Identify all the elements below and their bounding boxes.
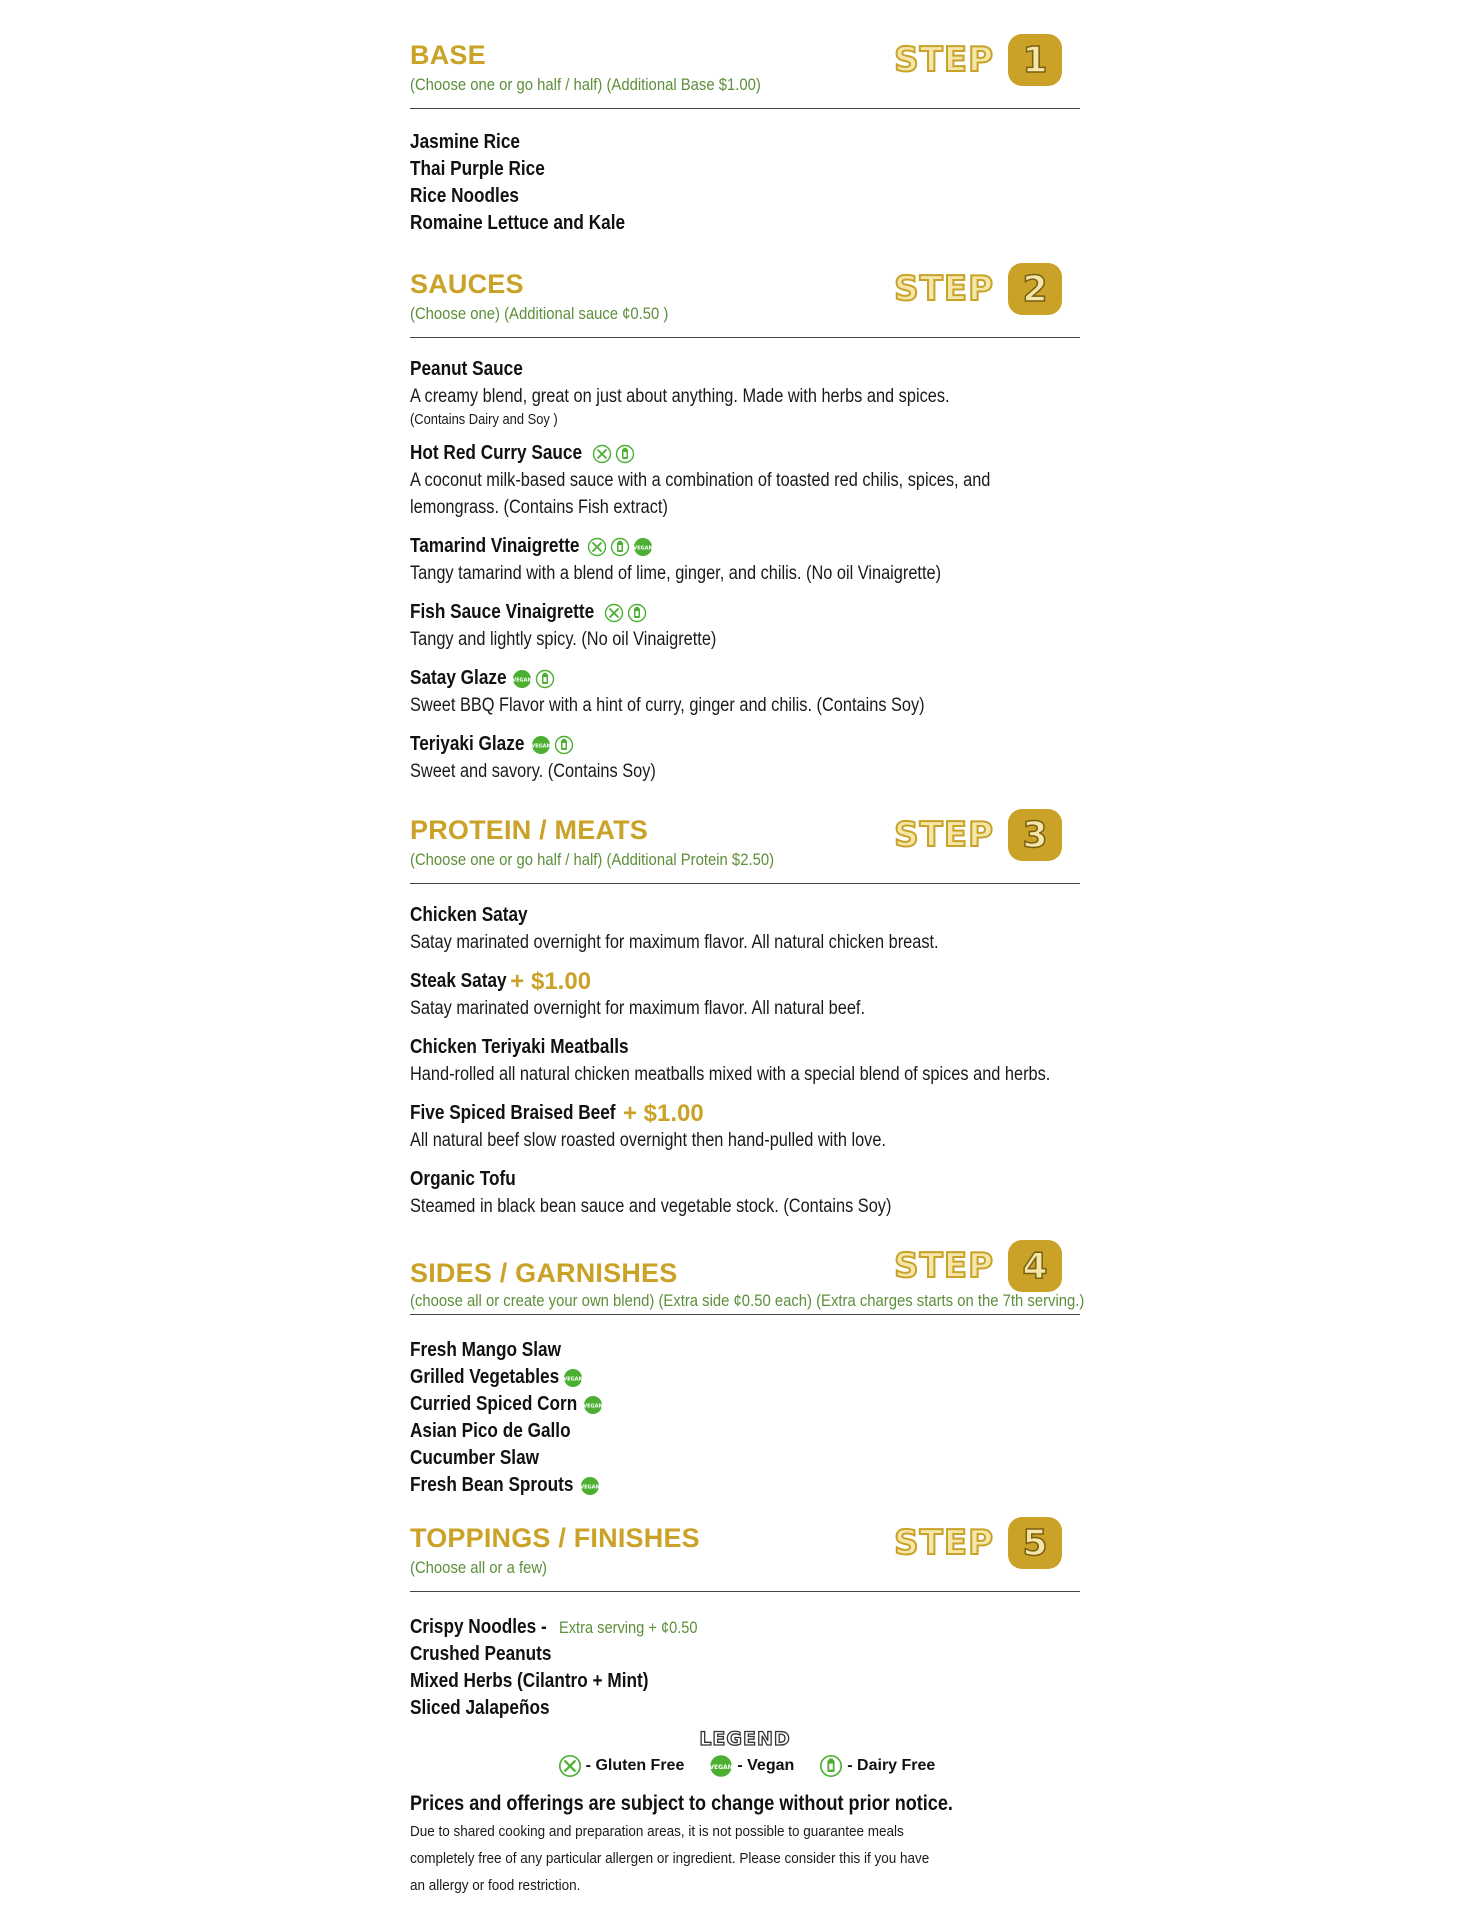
dairy-free-icon bbox=[627, 603, 647, 623]
list-item bbox=[410, 1668, 1080, 1695]
vegan-icon bbox=[512, 669, 532, 689]
protein-list bbox=[410, 884, 1080, 1220]
vegan-icon bbox=[563, 1368, 583, 1388]
item-name: Mixed Herbs (Cilantro + Mint) bbox=[410, 1670, 649, 1692]
step-number: 3 bbox=[1008, 809, 1062, 861]
list-item bbox=[410, 968, 1080, 1022]
step-number: 2 bbox=[1008, 263, 1062, 315]
list-item bbox=[410, 1418, 1080, 1445]
step-badge bbox=[894, 1517, 1062, 1569]
item-name: Chicken Satay bbox=[410, 904, 528, 926]
section-title: SIDES / GARNISHES bbox=[410, 1258, 678, 1288]
list-item bbox=[410, 731, 1080, 785]
item-description: Satay marinated overnight for maximum flavor. All natural chicken breast. bbox=[410, 932, 939, 953]
allergen-disclaimer: Due to shared cooking and preparation areas, it is not possible to guarantee meals completely free of any particular allergen or ingredient. Please consider this if you have an allergy or food restriction. bbox=[410, 1823, 930, 1894]
vegan-icon bbox=[531, 735, 551, 755]
gluten-free-icon bbox=[604, 603, 624, 623]
section-toppings-header bbox=[410, 1513, 1080, 1592]
item-name: Crushed Peanuts bbox=[410, 1643, 552, 1665]
item-name: Satay Glaze bbox=[410, 667, 507, 689]
toppings-list bbox=[410, 1592, 1080, 1722]
gluten-free-icon bbox=[558, 1754, 582, 1778]
dairy-free-icon bbox=[819, 1754, 843, 1778]
step-number: 5 bbox=[1008, 1517, 1062, 1569]
step-badge bbox=[894, 34, 1062, 86]
list-item: Jasmine Rice bbox=[410, 131, 520, 153]
item-name: Tamarind Vinaigrette bbox=[410, 535, 580, 557]
legend-gluten-free: - Gluten Free bbox=[585, 1757, 685, 1774]
item-description: Tangy and lightly spicy. (No oil Vinaigrette) bbox=[410, 629, 717, 650]
dairy-free-icon bbox=[554, 735, 574, 755]
list-item bbox=[410, 1391, 1080, 1418]
svg-text:VEGAN: VEGAN bbox=[580, 1484, 600, 1490]
list-item bbox=[410, 440, 1080, 521]
item-price: + $1.00 bbox=[510, 968, 592, 995]
base-list bbox=[410, 109, 1080, 237]
dairy-free-icon bbox=[610, 537, 630, 557]
list-item bbox=[410, 665, 1080, 719]
step-badge bbox=[894, 1240, 1062, 1292]
dairy-free-icon bbox=[535, 669, 555, 689]
list-item bbox=[410, 1100, 1080, 1154]
section-sauces-header bbox=[410, 259, 1080, 338]
item-note: (Contains Dairy and Soy ) bbox=[410, 411, 558, 428]
svg-text:VEGAN: VEGAN bbox=[583, 1403, 604, 1409]
item-description: Steamed in black bean sauce and vegetable stock. (Contains Soy) bbox=[410, 1196, 892, 1217]
item-name: Fresh Mango Slaw bbox=[410, 1339, 562, 1361]
list-item bbox=[410, 1641, 1080, 1668]
list-item bbox=[410, 1034, 1080, 1088]
item-description: Satay marinated overnight for maximum flavor. All natural beef. bbox=[410, 998, 866, 1019]
item-extra: Extra serving + ¢0.50 bbox=[558, 1618, 698, 1637]
item-description: A coconut milk-based sauce with a combination of toasted red chilis, spices, and lemongrass. (Contains Fish extract) bbox=[410, 470, 991, 518]
step-number: 4 bbox=[1008, 1240, 1062, 1292]
vegan-icon bbox=[633, 537, 653, 557]
vegan-icon bbox=[580, 1476, 600, 1496]
list-item bbox=[410, 1614, 1080, 1641]
list-item bbox=[410, 356, 1080, 430]
list-item bbox=[410, 1364, 1080, 1391]
step-word: STEP bbox=[894, 1523, 994, 1563]
legend-dairy-free: - Dairy Free bbox=[847, 1757, 936, 1774]
section-base-header bbox=[410, 30, 1080, 109]
item-name: Grilled Vegetables bbox=[410, 1366, 560, 1388]
svg-text:VEGAN: VEGAN bbox=[512, 677, 533, 683]
menu-page bbox=[410, 30, 1085, 1899]
vegan-icon bbox=[583, 1395, 603, 1415]
list-item bbox=[410, 1166, 1080, 1220]
item-name: Fish Sauce Vinaigrette bbox=[410, 601, 595, 623]
list-item bbox=[410, 1695, 1080, 1722]
item-name: Steak Satay bbox=[410, 970, 507, 992]
section-sides-header bbox=[410, 1236, 1085, 1315]
legend-title: LEGEND bbox=[699, 1728, 791, 1750]
section-subtitle: (Choose all or a few) bbox=[410, 1559, 548, 1577]
section-subtitle: (Choose one or go half / half) (Additional Base $1.00) bbox=[410, 76, 761, 94]
list-item bbox=[410, 1337, 1080, 1364]
legend-vegan: - Vegan bbox=[737, 1757, 795, 1774]
price-notice: Prices and offerings are subject to change without prior notice. bbox=[410, 1792, 953, 1815]
item-name: Asian Pico de Gallo bbox=[410, 1420, 571, 1442]
sides-list bbox=[410, 1315, 1080, 1499]
list-item bbox=[410, 599, 1080, 653]
item-description: A creamy blend, great on just about anything. Made with herbs and spices. bbox=[410, 386, 950, 407]
step-word: STEP bbox=[894, 1246, 994, 1286]
item-description: All natural beef slow roasted overnight then hand-pulled with love. bbox=[410, 1130, 886, 1151]
list-item bbox=[410, 1445, 1080, 1472]
step-badge bbox=[894, 809, 1062, 861]
step-badge bbox=[894, 263, 1062, 315]
item-name: Fresh Bean Sprouts bbox=[410, 1474, 574, 1496]
section-subtitle: (Choose one) (Additional sauce ¢0.50 ) bbox=[410, 305, 669, 323]
list-item bbox=[410, 1472, 1080, 1499]
svg-text:VEGAN: VEGAN bbox=[531, 743, 551, 749]
svg-text:VEGAN: VEGAN bbox=[563, 1376, 584, 1382]
list-item bbox=[410, 533, 1080, 587]
section-title: TOPPINGS / FINISHES bbox=[410, 1523, 700, 1553]
item-name: Hot Red Curry Sauce bbox=[410, 442, 583, 464]
section-title: SAUCES bbox=[410, 269, 524, 299]
item-name: Teriyaki Glaze bbox=[410, 733, 525, 755]
item-name: Crispy Noodles - bbox=[410, 1616, 547, 1638]
svg-text:VEGAN: VEGAN bbox=[633, 545, 653, 551]
item-name: Cucumber Slaw bbox=[410, 1447, 540, 1469]
gluten-free-icon bbox=[587, 537, 607, 557]
legend bbox=[410, 1728, 1080, 1778]
section-subtitle: (Choose one or go half / half) (Additional Protein $2.50) bbox=[410, 851, 775, 869]
dairy-free-icon bbox=[615, 444, 635, 464]
list-item: Romaine Lettuce and Kale bbox=[410, 212, 626, 234]
item-description: Sweet BBQ Flavor with a hint of curry, ginger and chilis. (Contains Soy) bbox=[410, 695, 925, 716]
item-name: Peanut Sauce bbox=[410, 358, 523, 380]
step-number: 1 bbox=[1008, 34, 1062, 86]
step-word: STEP bbox=[894, 815, 994, 855]
item-description: Hand-rolled all natural chicken meatballs mixed with a special blend of spices and herbs. bbox=[410, 1064, 1051, 1085]
section-protein-header bbox=[410, 805, 1080, 884]
item-name: Curried Spiced Corn bbox=[410, 1393, 578, 1415]
section-title: BASE bbox=[410, 40, 486, 70]
item-name: Sliced Jalapeños bbox=[410, 1697, 550, 1719]
item-description: Sweet and savory. (Contains Soy) bbox=[410, 761, 656, 782]
item-name: Chicken Teriyaki Meatballs bbox=[410, 1036, 629, 1058]
svg-text:VEGAN: VEGAN bbox=[709, 1764, 734, 1771]
item-name: Organic Tofu bbox=[410, 1168, 516, 1190]
legend-row bbox=[410, 1754, 1080, 1778]
section-title: PROTEIN / MEATS bbox=[410, 815, 649, 845]
list-item bbox=[410, 902, 1080, 956]
item-description: Tangy tamarind with a blend of lime, ginger, and chilis. (No oil Vinaigrette) bbox=[410, 563, 942, 584]
step-word: STEP bbox=[894, 269, 994, 309]
section-subtitle: (choose all or create your own blend) (Extra side ¢0.50 each) (Extra charges starts on the 7th serving.) bbox=[410, 1292, 1085, 1310]
item-price: + $1.00 bbox=[622, 1100, 704, 1127]
item-name: Five Spiced Braised Beef bbox=[410, 1102, 616, 1124]
list-item: Thai Purple Rice bbox=[410, 158, 545, 180]
sauces-list bbox=[410, 338, 1080, 785]
vegan-icon bbox=[709, 1754, 733, 1778]
gluten-free-icon bbox=[592, 444, 612, 464]
list-item: Rice Noodles bbox=[410, 185, 519, 207]
step-word: STEP bbox=[894, 40, 994, 80]
